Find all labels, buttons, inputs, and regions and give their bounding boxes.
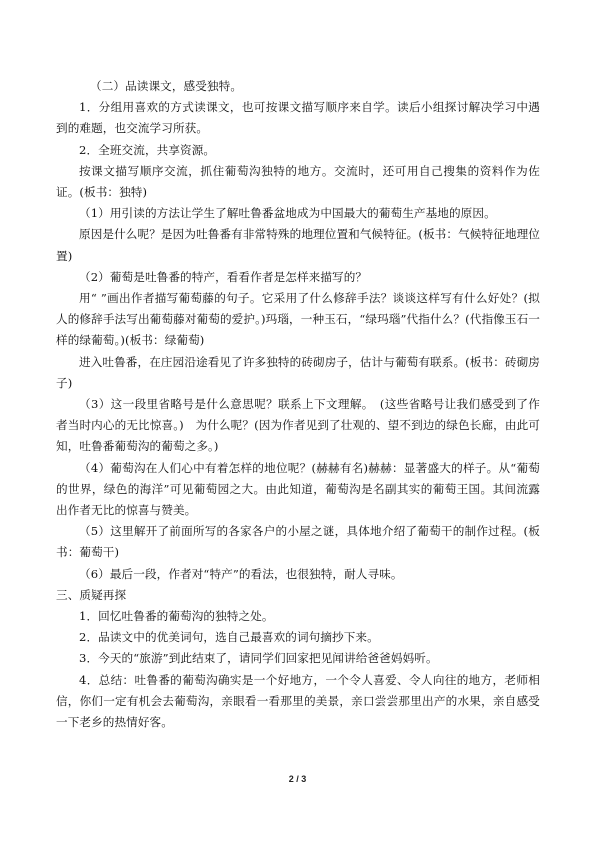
page-number: 2 / 3 xyxy=(288,774,307,784)
paragraph: 1．分组用喜欢的方式读课文，也可按课文描写顺序来自学。读后小组探讨解决学习中遇到的难题，也交流学习所获。 xyxy=(56,100,540,136)
paragraph: 进入吐鲁番，在庄园沿途看见了许多独特的砖砌房子，估计与葡萄有联系。(板书：砖砌房子) xyxy=(56,354,540,390)
paragraph: 3．今天的“旅游”到此结束了，请同学们回家把见闻讲给爸爸妈妈听。 xyxy=(79,651,438,666)
paragraph: （二）品读课文，感受独特。 xyxy=(90,79,243,93)
paragraph: 原因是什么呢？是因为吐鲁番有非常特殊的地理位置和气候特征。(板书：气候特征地理位置) xyxy=(56,227,540,263)
paragraph: 按课文描写顺序交流，抓住葡萄沟独特的地方。交流时，还可用自己搜集的资料作为佐证。(板书：独特) xyxy=(56,163,540,200)
paragraph: （6）最后一段，作者对“特产”的看法，也很独特，耐人寻味。 xyxy=(79,566,403,581)
paragraph: 三、质疑再探 xyxy=(56,587,127,602)
paragraph: （2）葡萄是吐鲁番的特产，看看作者是怎样来描写的？ xyxy=(79,269,368,284)
paragraph: 2．全班交流，共享资源。 xyxy=(79,142,216,157)
paragraph: （1）用引读的方法让学生了解吐鲁番盆地成为中国最大的葡萄生产基地的原因。 xyxy=(79,206,496,221)
paragraph: （3）这一段里省略号是什么意思呢？联系上下文理解。 (这些省略号让我们感受到了作者当时内心的无比惊喜。) 为什么呢？(因为作者见到了壮观的、望不到边的绿色长廊，由此可知，吐鲁番葡萄沟的葡萄之多。) xyxy=(56,397,540,454)
document-body xyxy=(56,76,540,733)
paragraph: 2．品读文中的优美词句，选自己最喜欢的词句摘抄下来。 xyxy=(79,630,379,645)
paragraph: 用“ ”画出作者描写葡萄藤的句子。它采用了什么修辞手法？谈谈这样写有什么好处？(拟人的修辞手法写出葡萄藤对葡萄的爱护。)玛瑙，一种玉石，“绿玛瑙”代指什么？(代指像玉石一样的绿葡萄。)(板书：绿葡萄) xyxy=(56,291,540,348)
paragraph: 4．总结：吐鲁番的葡萄沟确实是一个好地方，一个令人喜爱、令人向往的地方，老师相信，你们一定有机会去葡萄沟，亲眼看一看那里的美景，亲口尝尝那里出产的水果，亲自感受一下老乡的热情好客。 xyxy=(56,672,540,730)
paragraph: （4）葡萄沟在人们心中有着怎样的地位呢？(赫赫有名)赫赫：显著盛大的样子。从“葡萄的世界，绿色的海洋”可见葡萄园之大。由此知道，葡萄沟是名副其实的葡萄王国。其间流露出作者无比的惊喜与赞美。 xyxy=(56,460,540,518)
paragraph: 1．回忆吐鲁番的葡萄沟的独特之处。 xyxy=(79,609,274,624)
paragraph: （5）这里解开了前面所写的各家各户的小屋之谜，具体地介绍了葡萄干的制作过程。(板书：葡萄干) xyxy=(56,524,540,560)
